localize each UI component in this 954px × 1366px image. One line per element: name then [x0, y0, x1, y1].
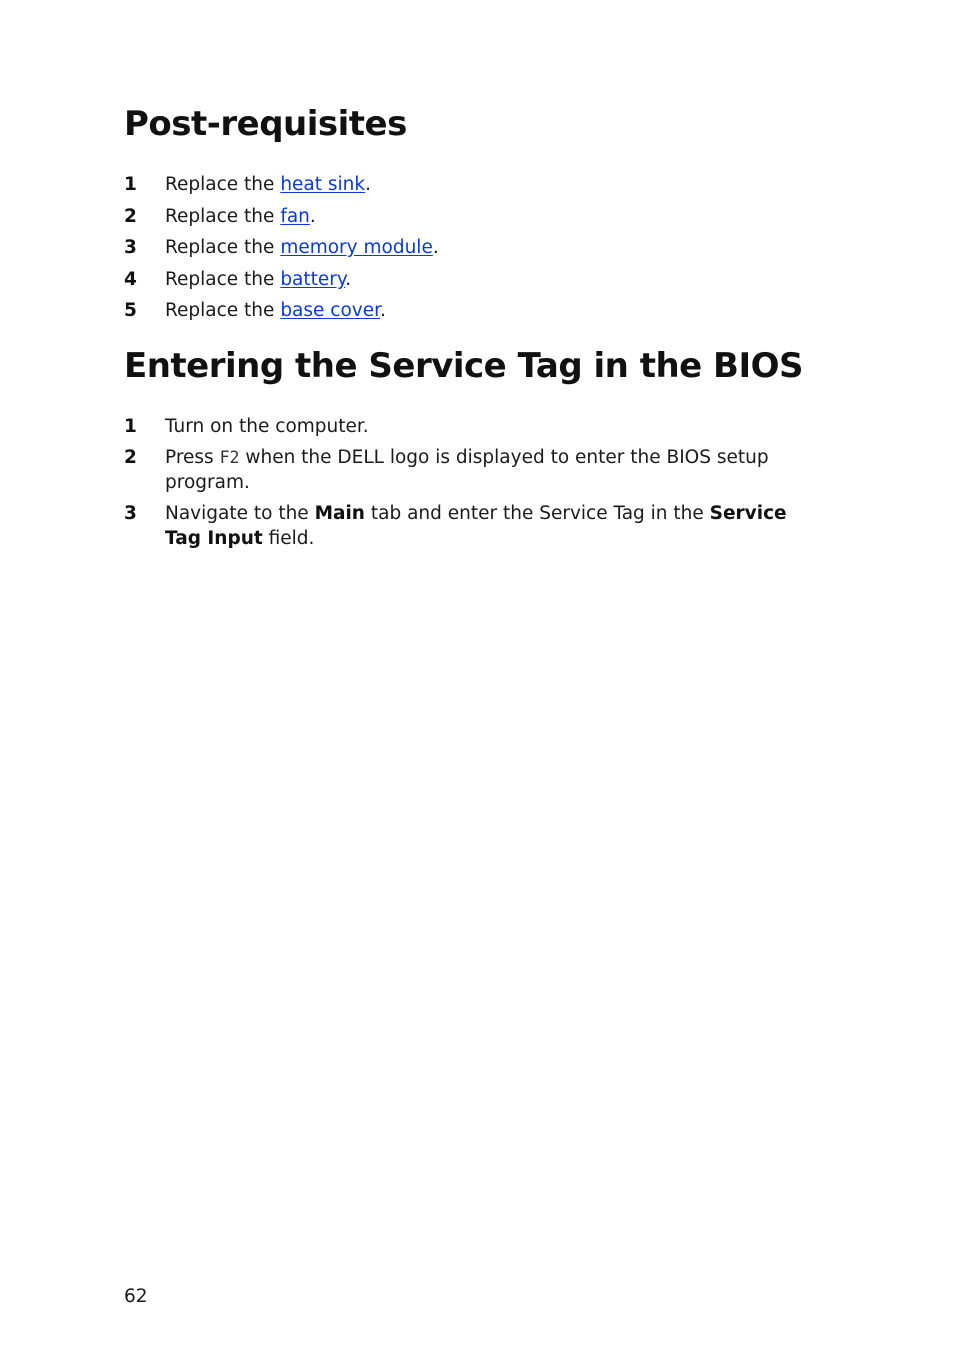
step-number: 2: [124, 447, 137, 468]
postrequisites-list: [124, 172, 824, 330]
step-text: Replace the: [165, 300, 281, 321]
step-number: 5: [124, 300, 137, 321]
list-item: [124, 172, 824, 197]
list-item: [124, 501, 824, 551]
heat-sink-link[interactable]: heat sink: [280, 174, 366, 195]
step-punctuation: .: [380, 300, 386, 321]
step-number: 2: [124, 205, 137, 227]
step-text: Turn on the computer.: [165, 416, 369, 437]
step-text: field.: [262, 528, 315, 549]
list-item: [124, 204, 824, 229]
f2-key: F2: [219, 448, 240, 467]
step-punctuation: .: [365, 174, 371, 195]
step-text: Replace the: [165, 174, 281, 195]
step-text: tab and enter the Service Tag in the: [364, 503, 710, 524]
step-text: Replace the: [165, 268, 281, 290]
list-item: [124, 267, 824, 292]
step-text: Replace the: [165, 237, 281, 258]
battery-link[interactable]: battery: [280, 268, 346, 290]
step-punctuation: .: [309, 205, 316, 227]
step-number: 1: [124, 174, 137, 195]
base-cover-link[interactable]: base cover: [280, 300, 381, 321]
step-number: 1: [124, 416, 137, 437]
step-text: Replace the: [165, 205, 281, 227]
step-text: when the DELL logo is displayed to enter the BIOS setup program.: [165, 447, 769, 493]
fan-link[interactable]: fan: [280, 205, 310, 227]
step-text: Press: [165, 447, 220, 468]
page-number: 62: [124, 1286, 148, 1307]
list-item: [124, 235, 824, 260]
memory-module-link[interactable]: memory module: [280, 237, 433, 258]
step-punctuation: .: [432, 237, 439, 258]
list-item: [124, 298, 824, 323]
service-tag-list: [124, 414, 824, 557]
postrequisites-heading: Post-requisites: [124, 104, 407, 144]
step-number: 4: [124, 268, 137, 290]
service-tag-input-label: Service Tag Input: [165, 503, 787, 549]
service-tag-heading: Entering the Service Tag in the BIOS: [124, 346, 804, 386]
main-tab-label: Main: [314, 503, 365, 524]
step-number: 3: [124, 503, 137, 524]
step-number: 3: [124, 237, 137, 258]
list-item: [124, 445, 824, 495]
list-item: [124, 414, 824, 439]
step-text: Navigate to the: [165, 503, 315, 524]
step-punctuation: .: [345, 268, 352, 290]
